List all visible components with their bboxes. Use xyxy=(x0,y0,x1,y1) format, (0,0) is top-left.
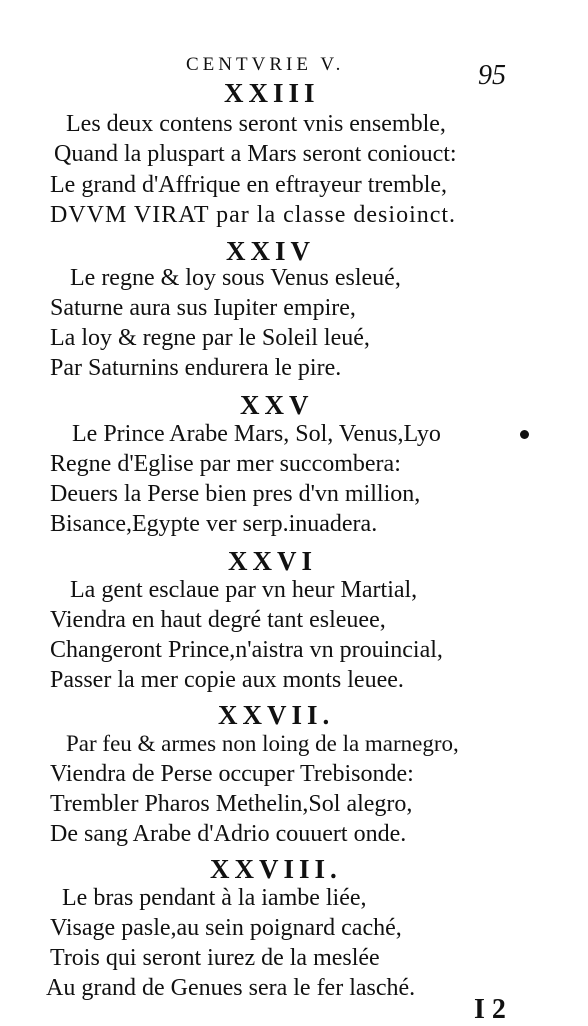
page-number: 95 xyxy=(478,60,506,91)
verse-line: Passer la mer copie aux monts leuee. xyxy=(50,667,404,693)
verse-line: Le regne & loy sous Venus esleué, xyxy=(70,265,401,291)
verse-line: DVVM VIRAT par la classe desioinct. xyxy=(50,202,457,228)
verse-line: Trembler Pharos Methelin,Sol alegro, xyxy=(50,791,413,817)
verse-line: Changeront Prince,n'aistra vn prouincial, xyxy=(50,637,443,663)
verse-line: Le bras pendant à la iambe liée, xyxy=(62,885,367,911)
verse-line: Le Prince Arabe Mars, Sol, Venus,Lyo xyxy=(72,421,441,447)
quatrain-number: XXIV xyxy=(226,236,316,266)
verse-line: Visage pasle,au sein poignard caché, xyxy=(50,915,402,941)
verse-line: Bisance,Egypte ver serp.inuadera. xyxy=(50,511,378,537)
verse-line: Le grand d'Affrique en eftrayeur tremble, xyxy=(50,172,448,198)
verse-line: Par feu & armes non loing de la marnegro, xyxy=(66,731,459,756)
verse-line: Viendra de Perse occuper Trebisonde: xyxy=(50,761,414,787)
verse-line: Les deux contens seront vnis ensemble, xyxy=(66,111,446,137)
verse-line: La gent esclaue par vn heur Martial, xyxy=(70,577,418,603)
verse-line: Quand la pluspart a Mars seront coniouct: xyxy=(54,141,457,167)
verse-line: La loy & regne par le Soleil leué, xyxy=(50,325,370,351)
verse-line: Au grand de Genues sera le fer lasché. xyxy=(46,975,416,1001)
signature-mark: I 2 xyxy=(474,994,506,1025)
verse-line: Trois qui seront iurez de la meslée xyxy=(50,945,380,971)
quatrain-number: XXVIII. xyxy=(210,854,342,884)
verse-line: Viendra en haut degré tant esleuee, xyxy=(50,607,386,633)
running-head: CENTVRIE V. xyxy=(186,54,345,75)
quatrain-number: XXV xyxy=(240,390,314,420)
verse-line: Par Saturnins endurera le pire. xyxy=(50,355,342,381)
ornament-dot-icon xyxy=(520,430,529,439)
quatrain-number: XXVI xyxy=(228,546,318,576)
quatrain-number: XXVII. xyxy=(218,700,335,730)
verse-line: Regne d'Eglise par mer succombera: xyxy=(50,451,401,477)
verse-line: Saturne aura sus Iupiter empire, xyxy=(50,295,356,321)
verse-line: Deuers la Perse bien pres d'vn million, xyxy=(50,481,421,507)
quatrain-number: XXIII xyxy=(224,78,320,108)
verse-line: De sang Arabe d'Adrio couuert onde. xyxy=(50,821,407,847)
